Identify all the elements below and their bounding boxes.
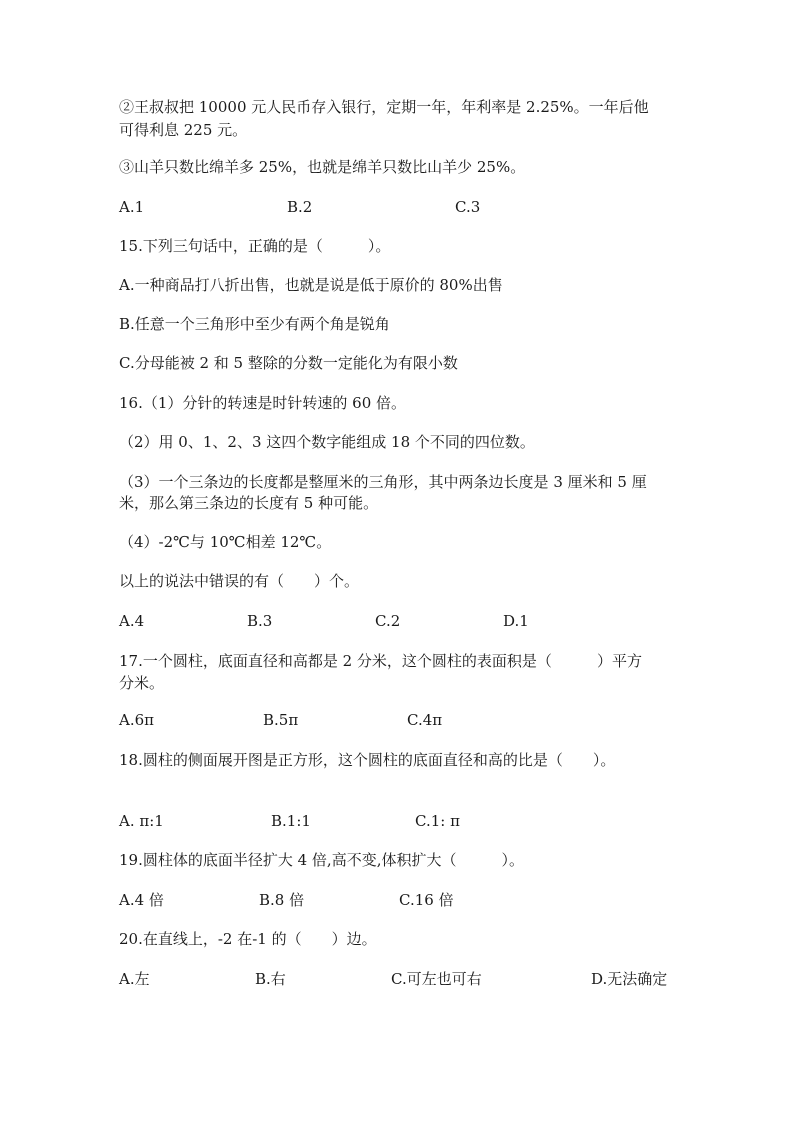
q16-option-d: D.1: [503, 612, 529, 630]
q18-stem: 18.圆柱的侧面展开图是正方形，这个圆柱的底面直径和高的比是（ ）。: [119, 751, 616, 769]
q20-option-c: C.可左也可右: [391, 970, 482, 988]
q16-statement-3-line-2: 米，那么第三条边的长度有 5 种可能。: [119, 494, 379, 512]
q16-statement-1: 16.（1）分针的转速是时针转速的 60 倍。: [119, 394, 407, 412]
q16-option-a: A.4: [119, 612, 145, 630]
q17-option-c: C.4π: [407, 711, 443, 729]
q16-statement-2: （2）用 0、1、2、3 这四个数字能组成 18 个不同的四位数。: [119, 433, 535, 451]
q14-option-c: C.3: [455, 198, 481, 216]
q14-option-b: B.2: [287, 198, 313, 216]
q16-statement-3-line-1: （3）一个三条边的长度都是整厘米的三角形，其中两条边长度是 3 厘米和 5 厘: [119, 473, 647, 491]
q15-option-c: C.分母能被 2 和 5 整除的分数一定能化为有限小数: [119, 354, 458, 372]
q19-option-a: A.4 倍: [119, 891, 164, 909]
q17-stem-line-1: 17.一个圆柱，底面直径和高都是 2 分米，这个圆柱的表面积是（ ）平方: [119, 652, 642, 670]
q19-stem: 19.圆柱体的底面半径扩大 4 倍,高不变,体积扩大（ ）。: [119, 851, 524, 869]
q20-option-d: D.无法确定: [591, 970, 668, 988]
q19-option-c: C.16 倍: [399, 891, 454, 909]
q20-option-b: B.右: [255, 970, 286, 988]
q14-option-a: A.1: [119, 198, 145, 216]
q15-option-a: A.一种商品打八折出售，也就是说是低于原价的 80%出售: [119, 276, 503, 294]
q18-option-a: A. π:1: [119, 812, 164, 830]
q16-stem: 以上的说法中错误的有（ ）个。: [119, 572, 360, 590]
q18-option-c: C.1: π: [415, 812, 460, 830]
q14-statement-2-line-1: ②王叔叔把 10000 元人民币存入银行，定期一年，年利率是 2.25%。一年后他: [119, 98, 649, 116]
q15-stem: 15.下列三句话中，正确的是（ ）。: [119, 237, 391, 255]
q17-stem-line-2: 分米。: [119, 674, 165, 692]
q20-stem: 20.在直线上，-2 在-1 的（ ）边。: [119, 930, 377, 948]
q14-statement-2-line-2: 可得利息 225 元。: [119, 121, 248, 139]
q19-option-b: B.8 倍: [259, 891, 305, 909]
q15-option-b: B.任意一个三角形中至少有两个角是锐角: [119, 315, 390, 333]
q20-option-a: A.左: [119, 970, 150, 988]
q17-option-b: B.5π: [263, 711, 299, 729]
q16-option-c: C.2: [375, 612, 401, 630]
q16-statement-4: （4）-2℃与 10℃相差 12℃。: [119, 533, 332, 551]
q17-option-a: A.6π: [119, 711, 155, 729]
q16-option-b: B.3: [247, 612, 273, 630]
q14-statement-3: ③山羊只数比绵羊多 25%，也就是绵羊只数比山羊少 25%。: [119, 158, 526, 176]
q18-option-b: B.1:1: [271, 812, 311, 830]
